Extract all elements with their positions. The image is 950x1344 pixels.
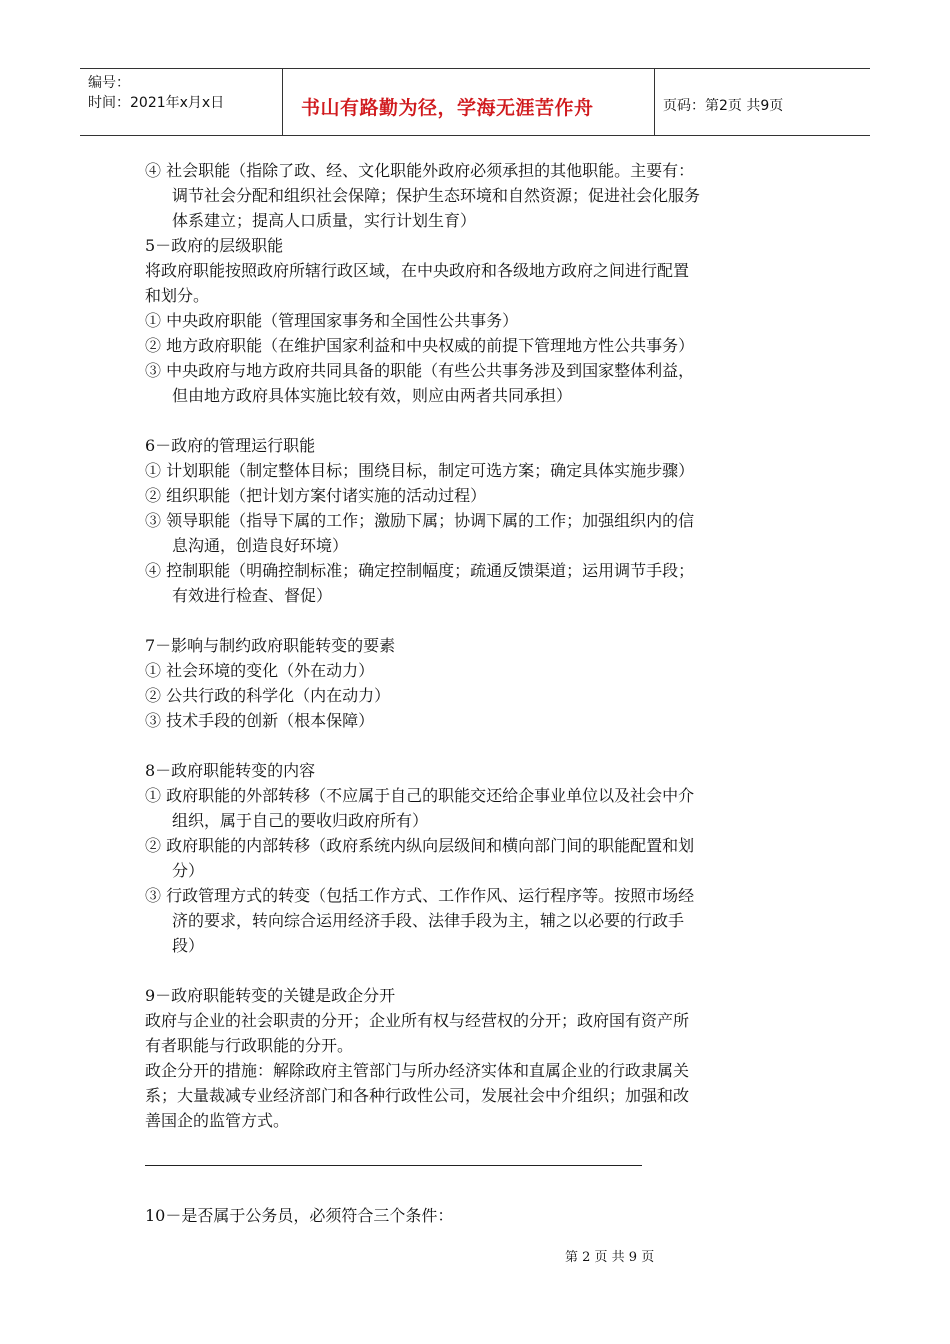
text-line: 但由地方政府具体实施比较有效，则应由两者共同承担） — [172, 386, 573, 405]
divider-line — [145, 1165, 642, 1166]
text-line: 有效进行检查、督促） — [172, 586, 333, 605]
text-line: 体系建立；提高人口质量，实行计划生育） — [172, 211, 477, 230]
text-line: 济的要求，转向综合运用经济手段、法律手段为主，辅之以必要的行政手 — [172, 911, 685, 930]
text-line: ② 组织职能（把计划方案付诸实施的活动过程） — [145, 486, 487, 505]
text-line: ③ 技术手段的创新（根本保障） — [145, 711, 375, 730]
text-line: 有者职能与行政职能的分开。 — [145, 1036, 354, 1055]
page-label: 页码：第2页 共9页 — [663, 98, 784, 114]
text-line: 组织，属于自己的要收归政府所有） — [172, 811, 429, 830]
text-line: 分） — [172, 861, 205, 880]
text-line: 8－政府职能转变的内容 — [145, 761, 316, 780]
text-line: ① 计划职能（制定整体目标；围绕目标，制定可选方案；确定具体实施步骤） — [145, 461, 695, 480]
blank-line — [145, 733, 813, 758]
text-line: 系；大量裁减专业经济部门和各种行政性公司，发展社会中介组织；加强和改 — [145, 1086, 690, 1105]
text-line: ③ 行政管理方式的转变（包括工作方式、工作作风、运行程序等。按照市场经 — [145, 886, 695, 905]
text-line: 将政府职能按照政府所辖行政区域，在中央政府和各级地方政府之间进行配置 — [145, 261, 690, 280]
question-10: 10－是否属于公务员，必须符合三个条件： — [145, 1206, 454, 1225]
blank-line — [145, 958, 813, 983]
text-line: 政府与企业的社会职责的分开；企业所有权与经营权的分开；政府国有资产所 — [145, 1011, 690, 1030]
text-line: ② 政府职能的内部转移（政府系统内纵向层级间和横向部门间的职能配置和划 — [145, 836, 695, 855]
text-line: 善国企的监管方式。 — [145, 1111, 290, 1130]
text-line: 9－政府职能转变的关键是政企分开 — [145, 986, 396, 1005]
header-meta — [80, 69, 283, 135]
text-line: ③ 中央政府与地方政府共同具备的职能（有些公共事务涉及到国家整体利益， — [145, 361, 695, 380]
text-line: ① 社会环境的变化（外在动力） — [145, 661, 375, 680]
text-line: 和划分。 — [145, 286, 210, 305]
text-line: 7－影响与制约政府职能转变的要素 — [145, 636, 396, 655]
blank-line — [145, 408, 813, 433]
text-line: 6－政府的管理运行职能 — [145, 436, 316, 455]
text-line: ① 中央政府职能（管理国家事务和全国性公共事务） — [145, 311, 519, 330]
date-label: 时间：2021年x月x日 — [88, 95, 225, 111]
text-line: ④ 社会职能（指除了政、经、文化职能外政府必须承担的其他职能。主要有： — [145, 161, 695, 180]
serial-label: 编号： — [88, 75, 130, 91]
text-line: ③ 领导职能（指导下属的工作；激励下属；协调下属的工作；加强组织内的信 — [145, 511, 695, 530]
text-line: ① 政府职能的外部转移（不应属于自己的职能交还给企事业单位以及社会中介 — [145, 786, 695, 805]
motto: 书山有路勤为径，学海无涯苦作舟 — [301, 97, 594, 119]
page-header — [80, 68, 870, 136]
text-line: 5－政府的层级职能 — [145, 236, 284, 255]
text-line: ④ 控制职能（明确控制标准；确定控制幅度；疏通反馈渠道；运用调节手段； — [145, 561, 695, 580]
text-line: 调节社会分配和组织社会保障；保护生态环境和自然资源；促进社会化服务 — [172, 186, 701, 205]
header-motto-cell — [283, 69, 655, 135]
document-body — [145, 158, 813, 1133]
page-footer: 第 2 页 共 9 页 — [565, 1250, 655, 1265]
text-line: 息沟通，创造良好环境） — [172, 536, 349, 555]
text-line: 段） — [172, 936, 205, 955]
header-page-cell — [655, 69, 870, 135]
text-line: 政企分开的措施：解除政府主管部门与所办经济实体和直属企业的行政隶属关 — [145, 1061, 690, 1080]
blank-line — [145, 608, 813, 633]
text-line: ② 地方政府职能（在维护国家利益和中央权威的前提下管理地方性公共事务） — [145, 336, 695, 355]
text-line: ② 公共行政的科学化（内在动力） — [145, 686, 391, 705]
